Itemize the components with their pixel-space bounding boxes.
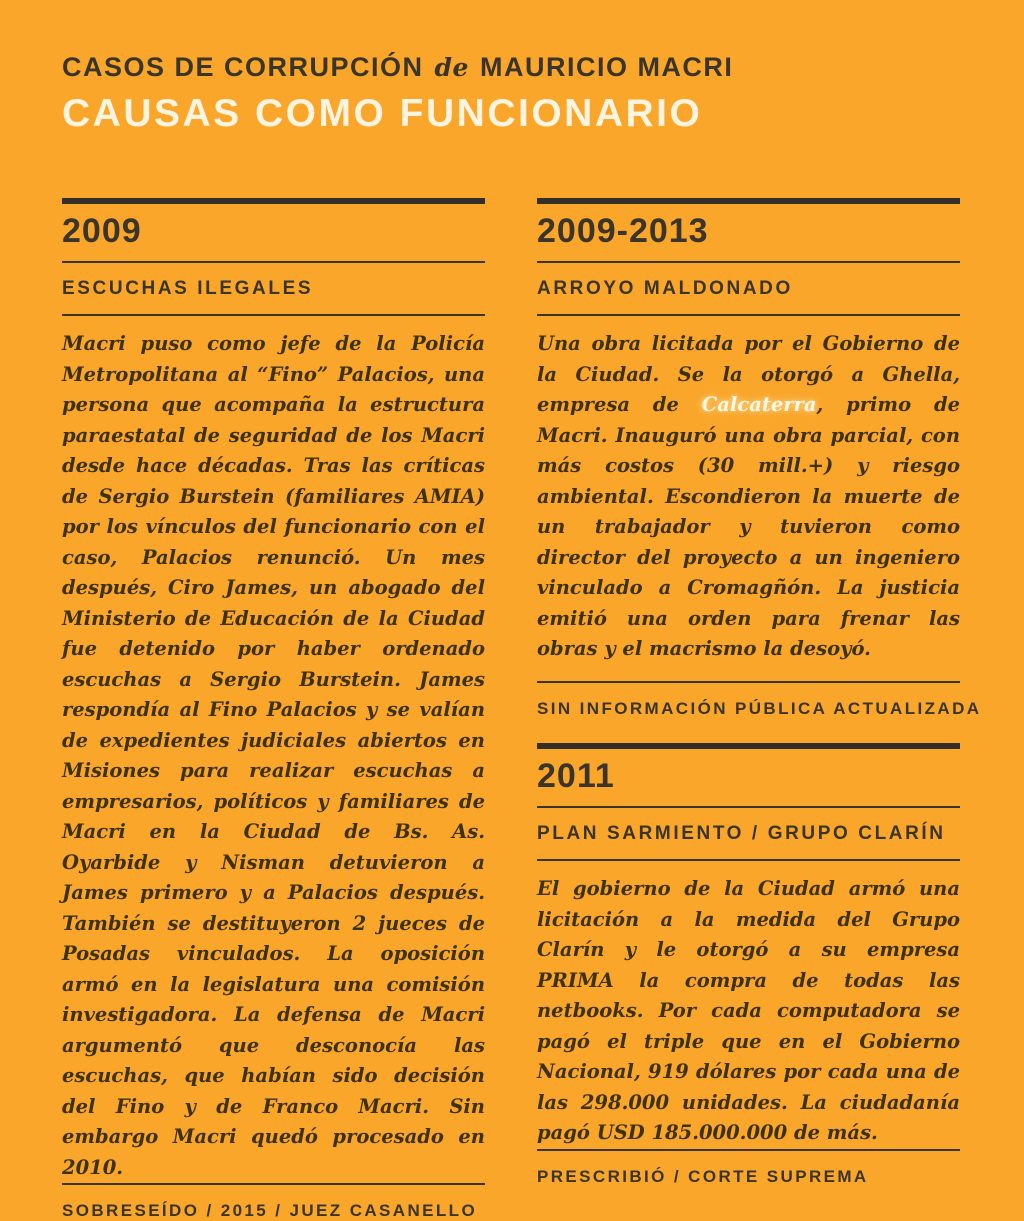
divider-thin: [537, 261, 960, 263]
page-title: [62, 52, 962, 83]
case-body-segment: , primo de Macri. Inauguró una obra parcial, con más costos (30 mill.+) y riesgo ambiental. Escondieron la muerte de un trabajador y tuvieron como director del proyecto a un ingeniero vinculado a Cromagñón. La justicia emitió una orden para frenar las obras y el macrismo la desoyó.: [537, 393, 960, 661]
divider-thin: [537, 1149, 960, 1151]
case-body: Macri puso como jefe de la Policía Metropolitana al “Fino” Palacios, una persona que acompaña la estructura paraestatal de seguridad de los Macri desde hace décadas. Tras las críticas de Sergio Burstein (familiares AMIA) por los vínculos del funcionario con el caso, Palacios renunció. Un mes después, Ciro James, un abogado del Ministerio de Educación de la Ciudad fue detenido por haber ordenado escuchas a Sergio Burstein. James respondía al Fino Palacios y se valían de expedientes judiciales abiertos en Misiones para realizar escuchas a empresarios, políticos y familiares de Macri en la Ciudad de Bs. As. Oyarbide y Nisman detuvieron a James primero y a Palacios después. También se destituyeron 2 jueces de Posadas vinculados. La oposición armó en la legislatura una comisión investigadora. La defensa de Macri argumentó que desconocía las escuchas, que habían sido decisión del Fino y de Franco Macri. Sin embargo Macri quedó procesado en 2010.: [62, 332, 485, 1179]
divider-thin: [537, 806, 960, 808]
case-year: 2011: [537, 756, 615, 795]
column-right: [537, 198, 982, 1186]
case-year: 2009-2013: [537, 212, 709, 250]
divider-thick: [537, 198, 960, 204]
case-footer: [62, 1183, 485, 1221]
case-year: 2009: [62, 212, 142, 250]
divider-thin: [537, 859, 960, 861]
case-body: El gobierno de la Ciudad armó una licitación a la medida del Grupo Clarín y le otorgó a su empresa PRIMA la compra de todas las netbooks. Por cada computadora se pagó el triple que en el Gobierno Nacional, 919 dólares por cada una de las 298.000 unidades. La ciudadanía pagó USD 185.000.000 de más.: [537, 877, 960, 1145]
divider-thin: [62, 261, 485, 263]
case-title: ARROYO MALDONADO: [537, 278, 793, 300]
case-footer: [537, 1149, 960, 1187]
column-left: [62, 198, 485, 1221]
divider-thin: [62, 1183, 485, 1185]
divider-thin: [537, 681, 960, 683]
case-body: [537, 329, 960, 665]
divider-thin: [62, 314, 485, 316]
highlighted-name-calcaterra: Calcaterra: [701, 393, 817, 417]
page-title-part1: CASOS DE CORRUPCIÓN: [62, 52, 424, 82]
case-status: PRESCRIBIÓ / CORTE SUPREMA: [537, 1166, 869, 1186]
case-body-segment: Una obra licitada por el Gobierno de la Ciudad. Se la otorgó a Ghella, empresa de: [537, 332, 960, 417]
divider-thick: [62, 198, 485, 204]
content-columns: [62, 198, 982, 1221]
case-title: PLAN SARMIENTO / GRUPO CLARÍN: [537, 823, 946, 845]
case-status: SIN INFORMACIÓN PÚBLICA ACTUALIZADA: [537, 698, 982, 718]
page-title-connector: de: [434, 53, 469, 82]
case-title: ESCUCHAS ILEGALES: [62, 278, 314, 300]
page-title-part2: MAURICIO MACRI: [479, 52, 734, 82]
case-block-sarmiento: [537, 743, 960, 1149]
case-block-arroyo: [537, 198, 982, 719]
case-status: SOBRESEÍDO / 2015 / JUEZ CASANELLO: [62, 1201, 478, 1221]
divider-thin: [537, 314, 960, 316]
divider-thick: [537, 743, 960, 749]
header: [62, 52, 962, 136]
page-subtitle: CAUSAS COMO FUNCIONARIO: [62, 92, 703, 135]
